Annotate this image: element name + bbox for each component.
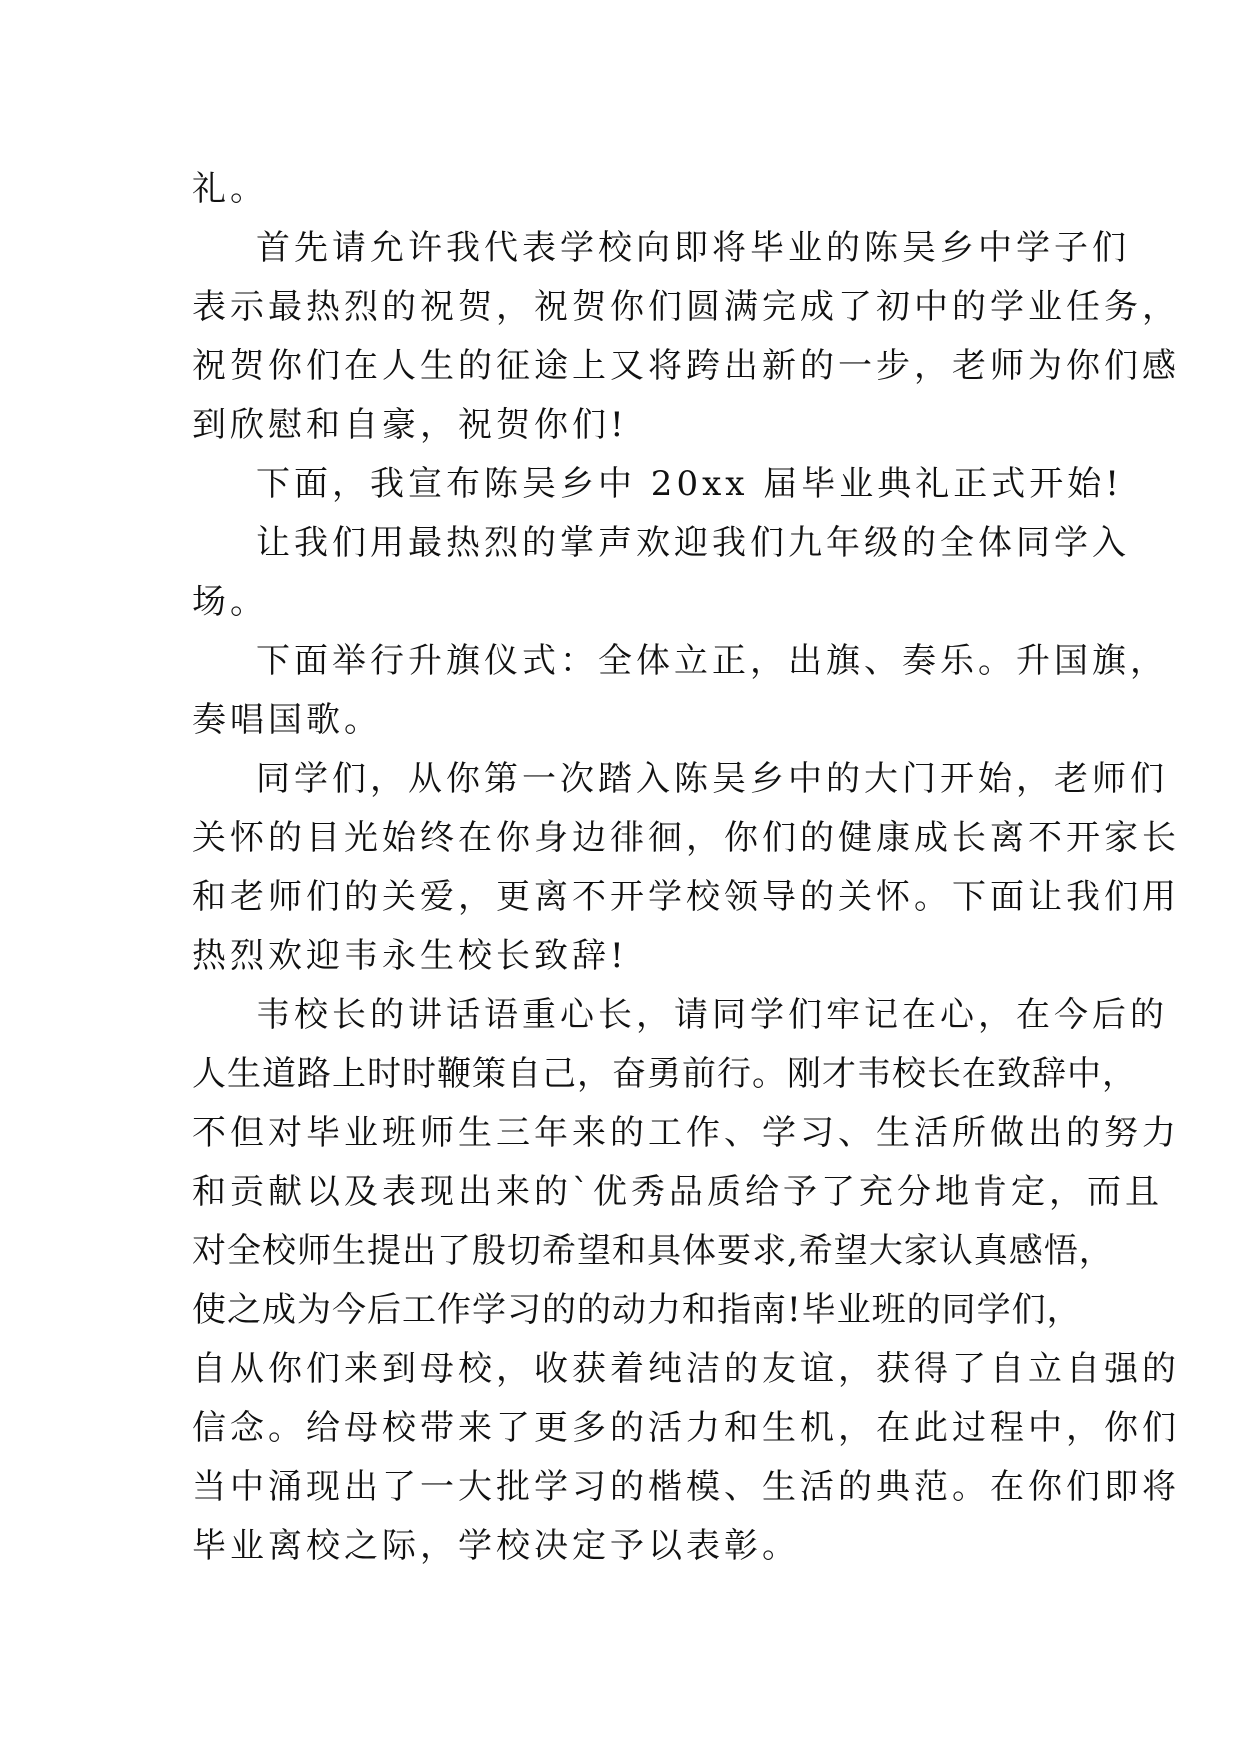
text-line: 礼。 bbox=[192, 169, 268, 209]
text-line: 表示最热烈的祝贺，祝贺你们圆满完成了初中的学业任务， bbox=[192, 287, 1180, 327]
text-line: 使之成为今后工作学习的的动力和指南!毕业班的同学们， bbox=[192, 1290, 1082, 1330]
text-line: 自从你们来到母校，收获着纯洁的友谊，获得了自立自强的 bbox=[192, 1349, 1180, 1389]
text-line: 下面，我宣布陈吴乡中 20xx 届毕业典礼正式开始! bbox=[256, 464, 1123, 504]
text-line: 韦校长的讲话语重心长，请同学们牢记在心，在今后的 bbox=[256, 995, 1168, 1035]
paragraph-congratulations bbox=[192, 219, 1180, 455]
paragraph-principal-remarks bbox=[192, 986, 1180, 1576]
text-line: 下面举行升旗仪式：全体立正，出旗、奏乐。升国旗， bbox=[256, 641, 1168, 681]
text-line: 不但对毕业班师生三年来的工作、学习、生活所做出的努力 bbox=[192, 1113, 1180, 1153]
text-line: 热烈欢迎韦永生校长致辞! bbox=[192, 936, 628, 976]
paragraph-entrance bbox=[192, 514, 1130, 632]
text-line: 对全校师生提出了殷切希望和具体要求,希望大家认真感悟， bbox=[192, 1231, 1114, 1271]
text-line: 毕业离校之际，学校决定予以表彰。 bbox=[192, 1526, 800, 1566]
text-line: 和老师们的关爱，更离不开学校领导的关怀。下面让我们用 bbox=[192, 877, 1180, 917]
paragraph-principal-intro bbox=[192, 750, 1180, 986]
text-line: 奏唱国歌。 bbox=[192, 700, 382, 740]
text-line: 关怀的目光始终在你身边徘徊，你们的健康成长离不开家长 bbox=[192, 818, 1180, 858]
text-line: 和贡献以及表现出来的`优秀品质给予了充分地肯定，而且 bbox=[192, 1172, 1163, 1212]
paragraph-continuation bbox=[192, 160, 1062, 219]
text-line: 首先请允许我代表学校向即将毕业的陈吴乡中学子们 bbox=[256, 228, 1130, 268]
text-line: 到欣慰和自豪，祝贺你们! bbox=[192, 405, 628, 445]
text-line: 同学们，从你第一次踏入陈吴乡中的大门开始，老师们 bbox=[256, 759, 1168, 799]
document-body bbox=[192, 160, 1180, 1576]
text-line: 当中涌现出了一大批学习的楷模、生活的典范。在你们即将 bbox=[192, 1467, 1180, 1507]
paragraph-opening-announcement bbox=[192, 455, 1123, 514]
text-line: 人生道路上时时鞭策自己，奋勇前行。刚才韦校长在致辞中， bbox=[192, 1054, 1137, 1094]
text-line: 祝贺你们在人生的征途上又将跨出新的一步，老师为你们感 bbox=[192, 346, 1180, 386]
text-line: 让我们用最热烈的掌声欢迎我们九年级的全体同学入 bbox=[256, 523, 1130, 563]
text-line: 信念。给母校带来了更多的活力和生机，在此过程中，你们 bbox=[192, 1408, 1180, 1448]
paragraph-flag-ceremony bbox=[192, 632, 1168, 750]
text-line: 场。 bbox=[192, 582, 268, 622]
